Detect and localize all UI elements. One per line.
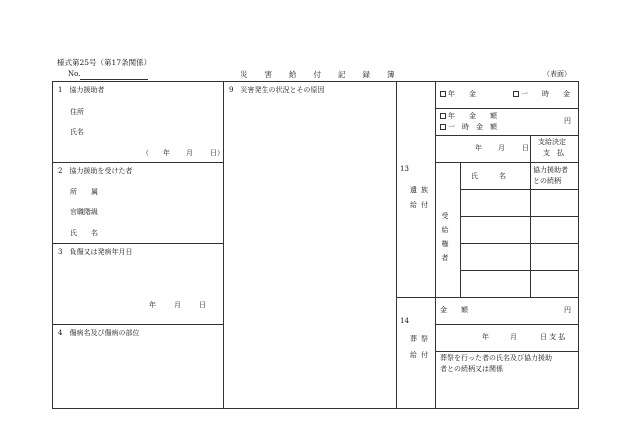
relation-column-line1: 協力援助者 <box>533 166 568 174</box>
funeral-amount-label: 金 額 <box>440 306 468 314</box>
decision-year: 年 <box>475 144 482 152</box>
form-number: 様式第25号（第17条関係） <box>57 58 152 67</box>
funeral-day-pay: 日 支 払 <box>540 333 566 341</box>
injury-day: 日 <box>199 301 206 309</box>
pension-checkbox[interactable] <box>440 91 446 97</box>
section13-label-line2: 給付 <box>410 201 432 209</box>
funeral-note-line2: 者との続柄又は関係 <box>440 365 503 373</box>
decision-label-line2: 支 払 <box>543 149 564 157</box>
age-month: 月 <box>186 149 193 157</box>
lump-sum-label: 一 時 金 <box>521 90 570 98</box>
record-no-underline <box>80 79 148 80</box>
affiliation-label: 所 属 <box>70 188 98 196</box>
funeral-year: 年 <box>482 333 489 341</box>
section3-heading: 3 負傷又は発病年月日 <box>58 248 133 256</box>
funeral-yen: 円 <box>564 306 571 314</box>
funeral-month: 月 <box>510 333 517 341</box>
section2-heading: 2 協力援助を受けた者 <box>58 167 133 175</box>
decision-month: 月 <box>498 144 505 152</box>
pension-amount-label: 年 金 額 <box>448 112 497 120</box>
recipient-name-column: 氏 名 <box>471 172 506 180</box>
decision-label-line1: 支給決定 <box>538 138 566 146</box>
recipient-label: 受給権者 <box>441 212 449 268</box>
injury-year: 年 <box>149 301 156 309</box>
supporter-address-label: 住所 <box>70 108 84 116</box>
section14-number: 14 <box>400 317 409 325</box>
relation-column-line2: との続柄 <box>533 177 561 185</box>
pension-label: 年 金 <box>448 90 476 98</box>
lump-sum-checkbox[interactable] <box>513 91 519 97</box>
section4-heading: 4 傷病名及び傷病の部位 <box>58 329 140 337</box>
section13-label-line1: 遺族 <box>410 186 432 194</box>
amount-yen: 円 <box>564 117 571 125</box>
funeral-note-line1: 葬祭を行った者の氏名及び協力援助 <box>440 354 552 362</box>
side-label: （表面） <box>543 70 571 78</box>
age-day: 日） <box>210 149 224 157</box>
section1-heading: 1 協力援助者 <box>58 86 105 94</box>
age-open: （ <box>142 149 149 157</box>
injury-month: 月 <box>174 301 181 309</box>
section9-heading: 9 災害発生の状況とその原因 <box>229 86 325 94</box>
section14-label-line1: 葬祭 <box>410 335 432 343</box>
age-year: 年 <box>163 149 170 157</box>
pension-amount-checkbox[interactable] <box>440 113 446 119</box>
lump-sum-amount-label: 一 時 金 額 <box>448 123 497 131</box>
record-no-label: No. <box>68 70 81 78</box>
supporter-name-label: 氏名 <box>70 128 84 136</box>
section13-number: 13 <box>400 165 409 173</box>
decision-day: 日 <box>522 144 529 152</box>
form-title: 災害給付記録簿 <box>240 70 412 79</box>
rank-label: 官職階級 <box>70 208 98 216</box>
recipient-name-label: 氏 名 <box>70 229 98 237</box>
section14-label-line2: 給付 <box>410 351 432 359</box>
lump-sum-amount-checkbox[interactable] <box>440 124 446 130</box>
